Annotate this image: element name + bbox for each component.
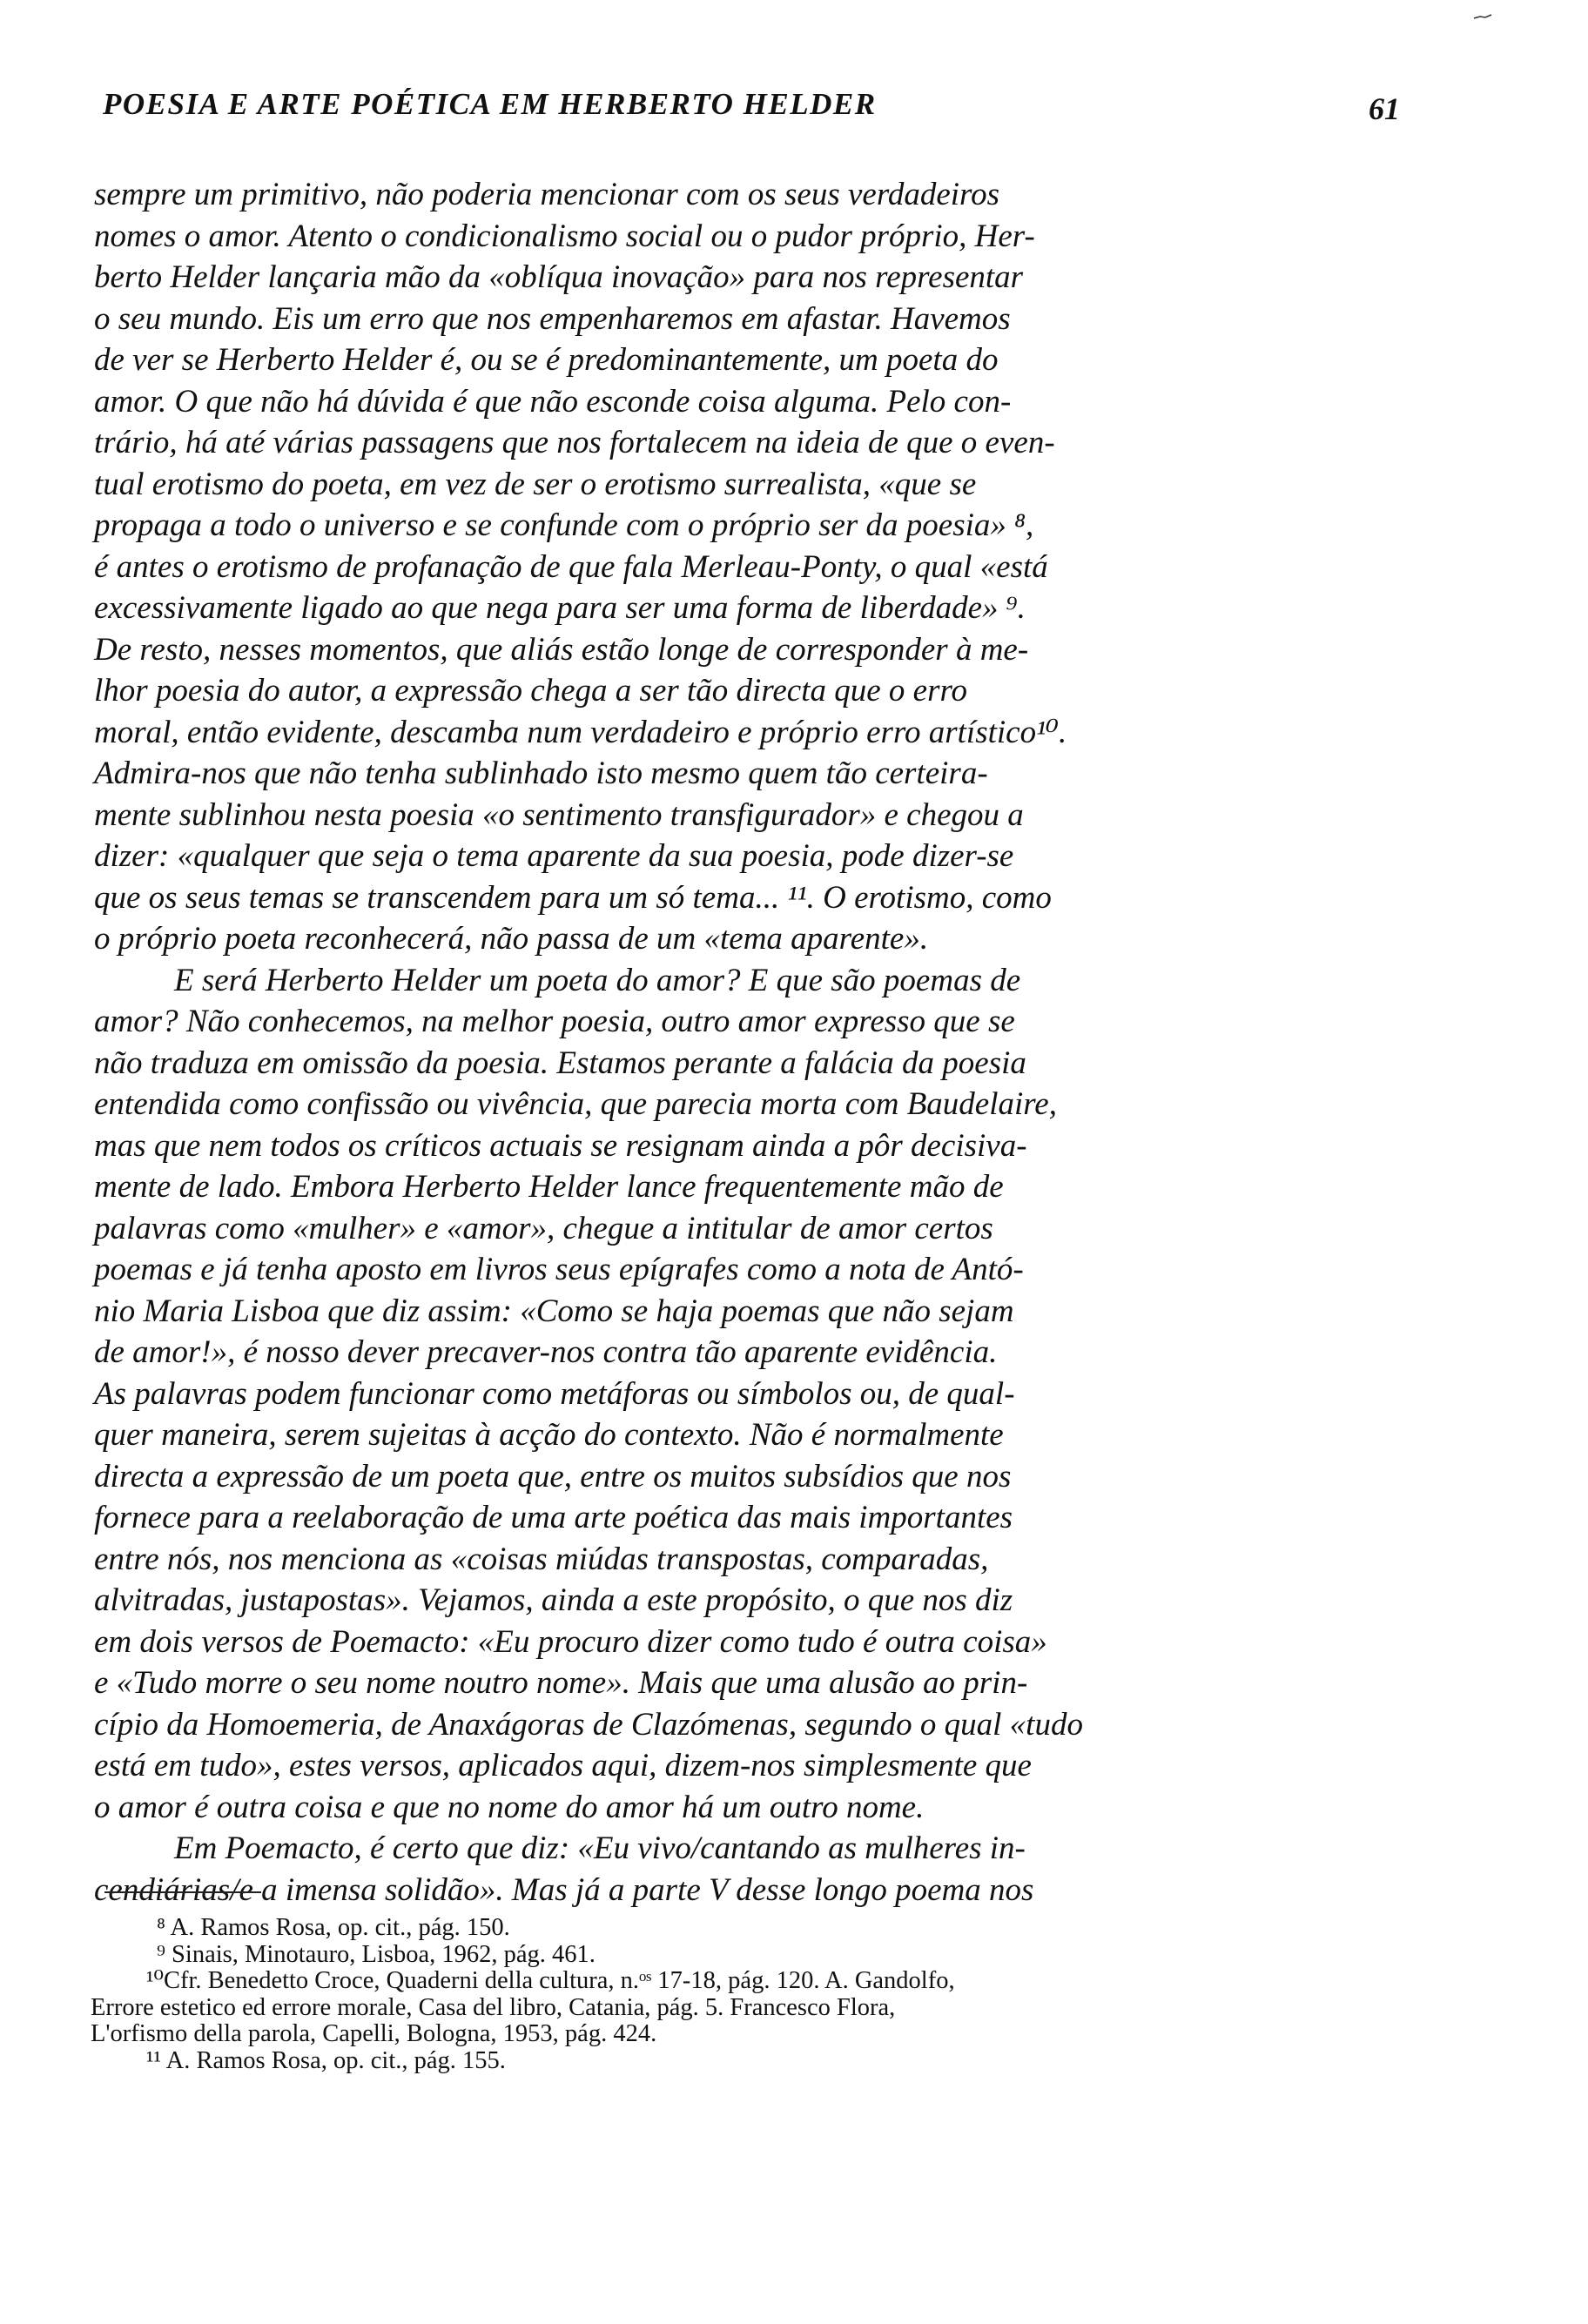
body-line: directa a expressão de um poeta que, entre os muitos subsídios que nos (94, 1458, 1012, 1494)
page-number: 61 (1369, 91, 1400, 126)
body-line: o seu mundo. Eis um erro que nos empenharemos em afastar. Havemos (94, 300, 1011, 337)
body-line: mente de lado. Embora Herberto Helder lance frequentemente mão de (94, 1169, 1004, 1205)
running-title: POESIA E ARTE POÉTICA EM HERBERTO HELDER (103, 87, 877, 121)
body-line: excessivamente ligado ao que nega para ser uma forma de liberdade» ⁹. (94, 590, 1026, 626)
body-line: e «Tudo morre o seu nome noutro nome». Mais que uma alusão ao prin- (94, 1665, 1028, 1701)
footnote-10: ¹⁰Cfr. Benedetto Croce, Quaderni della cultura, n.ᵒˢ 17-18, pág. 120. A. Gandolfo, (146, 1967, 955, 1994)
body-line: Admira-nos que não tenha sublinhado isto mesmo quem tão certeira- (94, 756, 988, 791)
body-line: de amor!», é nosso dever precaver-nos contra tão aparente evidência. (94, 1334, 998, 1370)
body-line: alvitradas, justapostas». Vejamos, ainda a este propósito, o que nos diz (94, 1582, 1013, 1618)
body-line: cípio da Homoemeria, de Anaxágoras de Clazómenas, segundo o qual «tudo (94, 1706, 1083, 1743)
footnote-divider (104, 1891, 261, 1893)
body-line: E será Herberto Helder um poeta do amor? E que são poemas de (174, 962, 1021, 998)
footnote-11: ¹¹ A. Ramos Rosa, op. cit., pág. 155. (146, 2046, 506, 2074)
body-line: As palavras podem funcionar como metáforas ou símbolos ou, de qual- (94, 1375, 1015, 1412)
body-line: propaga a todo o universo e se confunde com o próprio ser da poesia» ⁸, (94, 507, 1034, 543)
body-line: tual erotismo do poeta, em vez de ser o erotismo surrealista, «que se (94, 466, 977, 502)
footnotes (91, 1915, 1405, 2074)
body-line: De resto, nesses momentos, que aliás estão longe de corresponder à me- (94, 631, 1029, 668)
body-line: está em tudo», estes versos, aplicados aqui, dizem-nos simplesmente que (94, 1748, 1032, 1783)
body-line: nomes o amor. Atento o condicionalismo social ou o pudor próprio, Her- (94, 218, 1035, 254)
body-line: berto Helder lançaria mão da «oblíqua inovação» para nos representar (94, 259, 1024, 295)
body-line: mente sublinhou nesta poesia «o sentimento transfigurador» e chegou a (94, 796, 1024, 833)
body-text (94, 174, 1400, 1911)
body-line: amor? Não conhecemos, na melhor poesia, outro amor expresso que se (94, 1004, 1015, 1039)
body-line: amor. O que não há dúvida é que não esconde coisa alguma. Pelo con- (94, 383, 1012, 420)
body-line: nio Maria Lisboa que diz assim: «Como se haja poemas que não sejam (94, 1293, 1014, 1329)
printer-mark (1473, 14, 1492, 19)
body-line: Em Poemacto, é certo que diz: «Eu vivo/cantando as mulheres in- (174, 1830, 1026, 1866)
footnote-8: ⁸ A. Ramos Rosa, op. cit., pág. 150. (157, 1914, 510, 1941)
body-line: lhor poesia do autor, a expressão chega a ser tão directa que o erro (94, 673, 967, 709)
body-line: em dois versos de Poemacto: «Eu procuro dizer como tudo é outra coisa» (94, 1623, 1047, 1660)
body-line: trário, há até várias passagens que nos fortalecem na ideia de que o even- (94, 425, 1055, 460)
body-line: o próprio poeta reconhecerá, não passa de um «tema aparente». (94, 921, 929, 957)
footnote-10-continued: Errore estetico ed errore morale, Casa del libro, Catania, pág. 5. Francesco Flora, (91, 1993, 896, 2021)
body-line: quer maneira, serem sujeitas à acção do contexto. Não é normalmente (94, 1417, 1004, 1453)
body-line: mas que nem todos os críticos actuais se resignam ainda a pôr decisiva- (94, 1127, 1027, 1164)
body-line: cendiárias/e a imensa solidão». Mas já a parte V desse longo poema nos (94, 1871, 1034, 1908)
body-line: sempre um primitivo, não poderia mencionar com os seus verdadeiros (94, 177, 999, 212)
body-line: não traduza em omissão da poesia. Estamos perante a falácia da poesia (94, 1044, 1026, 1081)
body-line: é antes o erotismo de profanação de que fala Merleau-Ponty, o qual «está (94, 548, 1048, 585)
footnote-9: ⁹ Sinais, Minotauro, Lisboa, 1962, pág. 461. (157, 1940, 596, 1968)
body-line: entendida como confissão ou vivência, que parecia morta com Baudelaire, (94, 1086, 1057, 1122)
body-line: moral, então evidente, descamba num verdadeiro e próprio erro artístico¹⁰. (94, 714, 1067, 750)
body-line: que os seus temas se transcendem para um só tema... ¹¹. O erotismo, como (94, 879, 1052, 916)
body-line: poemas e já tenha aposto em livros seus epígrafes como a nota de Antó- (94, 1252, 1024, 1287)
body-line: palavras como «mulher» e «amor», chegue a intitular de amor certos (94, 1210, 993, 1246)
body-line: fornece para a reelaboração de uma arte poética das mais importantes (94, 1500, 1013, 1535)
footnote-10-continued: L'orfismo della parola, Capelli, Bologna, 1953, pág. 424. (91, 2020, 657, 2047)
body-line: de ver se Herberto Helder é, ou se é predominantemente, um poeta do (94, 342, 999, 378)
body-line: o amor é outra coisa e que no nome do amor há um outro nome. (94, 1789, 925, 1825)
body-line: dizer: «qualquer que seja o tema aparente da sua poesia, pode dizer-se (94, 838, 1014, 874)
body-line: entre nós, nos menciona as «coisas miúdas transpostas, comparadas, (94, 1541, 989, 1577)
